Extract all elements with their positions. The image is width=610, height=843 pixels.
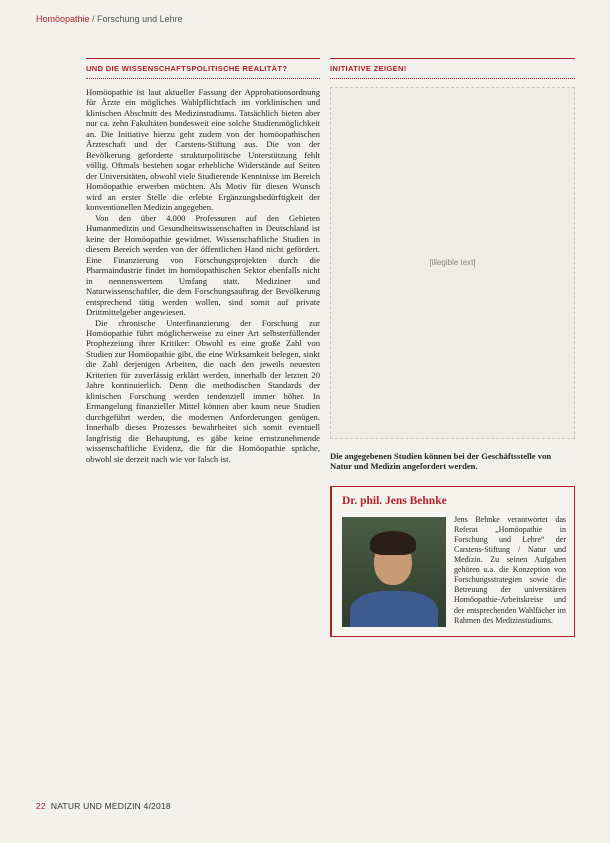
author-bio-block [342,515,566,626]
publication-name: NATUR UND MEDIZIN 4/2018 [50,801,171,811]
studies-note: Die angegebenen Studien können bei der Geschäftsstelle von Natur und Medizin angefordert werden. [330,450,552,472]
section-heading: UND DIE WISSENSCHAFTSPOLITISCHE REALITÄT? [86,64,320,79]
page-number: 22 [36,801,46,811]
illegible-text-placeholder: [illegible text] [330,87,575,439]
author-bio: Jens Behnke verantwortet das Referat „Homöopathie in Forschung und Lehre“ der Carstens-Stiftung / Natur und Medizin. Zu seinen Aufgaben gehören u.a. die Konzeption von Forschungsstrategien sowie die Betreuung der universitären Homöopathie-Arbeitskreise und der entsprechenden Wahlfächer im Rahmen des Medizinstudiums. [454,514,566,625]
section-heading: INITIATIVE ZEIGEN! [330,64,575,79]
author-box [330,486,575,637]
column-top-rule [86,58,320,59]
body-paragraph: Von den über 4.000 Professuren auf den Gebieten Humanmedizin und Gesundheitswissenschaften in Deutschland ist keine der Homöopathie gewidmet. Wissenschaftliche Studien in diesem Bereich werden von der öffentlichen Hand nicht gefördert. Eine Finanzierung von Forschungsprojekten durch die Pharmaindustrie findet im homöopathischen Sektor ebenfalls nicht in nennenswertem Umfang statt. Mediziner und Naturwissenschaftler, die dem Forschungsauftrag der Bevölkerung entsprechend tätig werden wollen, sind somit auf private Drittmittelgeber angewiesen. [86,212,320,318]
left-column [86,58,320,464]
running-head-topic: Homöopathie [36,14,90,24]
body-paragraph: Homöopathie ist laut aktueller Fassung der Approbationsordnung für Ärzte ein mögliches Wahlpflichtfach im vorklinischen und klinischen Abschnitt des Medizinstudiums. Tatsächlich bieten aber nur ca. zehn Fakultäten bundesweit eine solche Studienmöglichkeit an. Die Initiative hierzu geht zudem von der homöopathischen Ärzteschaft und der Carstens-Stiftung aus. Die von der Bevölkerung geforderte strukturpolitische Unterstützung fehlt völlig. Oftmals bestehen sogar erhebliche Widerstände auf Seiten der Universitäten, obwohl viele Studierende Kenntnisse im Bereich Homöopathie erwerben möchten. Als Motiv für diesen Wunsch wird an erster Stelle die erlebte Ergänzungsbedürftigkeit der konventionellen Medizin angegeben. [86,86,320,213]
author-photo [342,517,446,627]
author-name: Dr. phil. Jens Behnke [342,494,447,507]
page-footer [36,801,171,811]
running-head-subtopic: / Forschung und Lehre [89,14,183,24]
column-top-rule [330,58,575,59]
body-paragraph: Die chronische Unterfinanzierung der Forschung zur Homöopathie führt möglicherweise zu einer Art selbsterfüllender Prophezeiung ihrer Kritiker: Obwohl es eine große Zahl von Studien zur Homöopathie gibt, die eine Wirksamkeit belegen, sinkt die Zahl derjenigen Arbeiten, die nach den jeweils neuesten Kriterien für zuverlässig erklärt werden, innerhalb der letzten 20 Jahre kontinuierlich. Denn die methodischen Standards der klinischen Forschung werden tendenziell immer höher. In Ermangelung finanzieller Mittel können aber kaum neue Studien durchgeführt werden, die modernen Anforderungen genügen. Innerhalb dieses Prozesses bewahrheitet sich somit eventuell langfristig die Behauptung, es gäbe keine ernstzunehmende wissenschaftliche Evidenz, die für die Homöopathie spräche, obwohl sie derzeit nach wie vor falsch ist. [86,317,320,464]
running-head [36,14,183,24]
right-column [330,58,575,637]
